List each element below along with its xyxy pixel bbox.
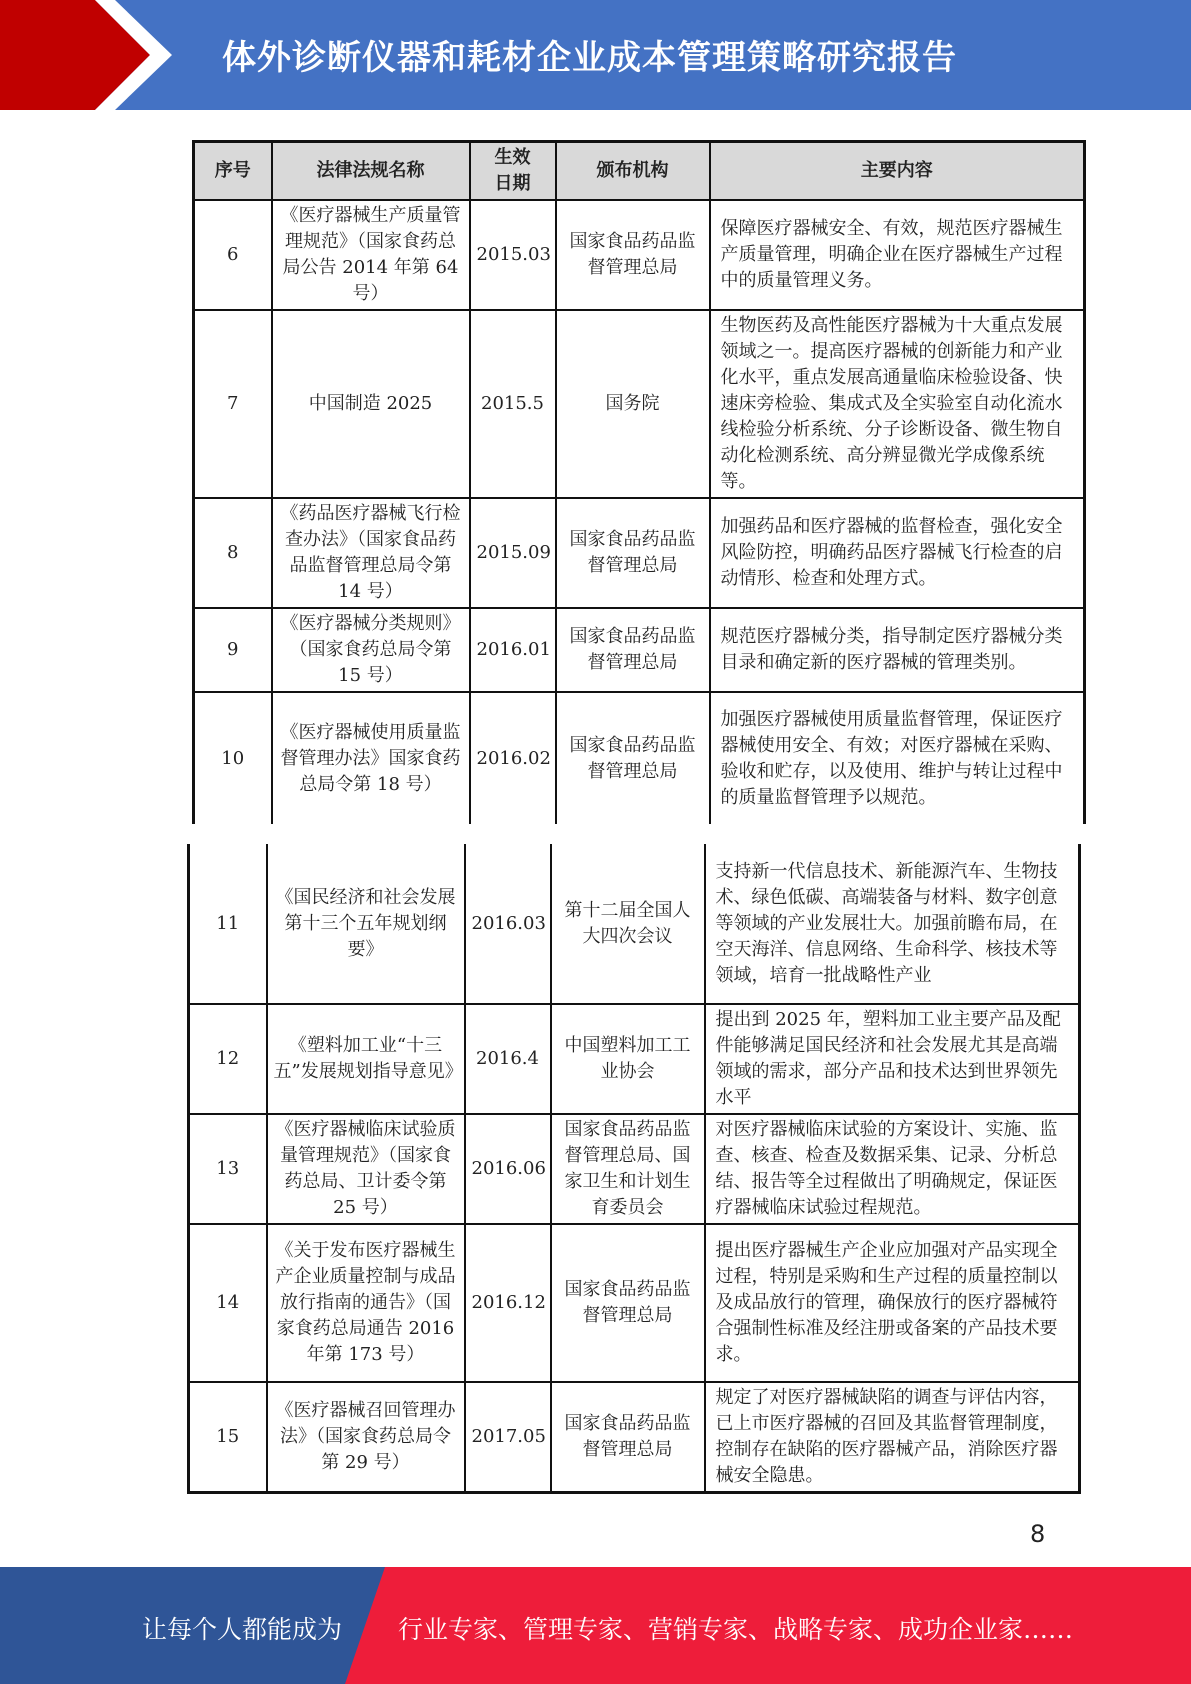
table-row	[194, 498, 1085, 608]
row-date: 2016.02	[470, 692, 556, 824]
table-row	[194, 310, 1085, 498]
row-name: 《医疗器械临床试验质量管理规范》（国家食药总局、卫计委令第 25 号）	[267, 1114, 465, 1224]
row-agency: 国务院	[556, 310, 710, 498]
table-row	[189, 1004, 1080, 1114]
footer-slogan-right: 行业专家、管理专家、营销专家、战略专家、成功企业家……	[398, 1615, 1074, 1644]
row-name: 《药品医疗器械飞行检查办法》（国家食品药品监督管理总局令第 14 号）	[272, 498, 470, 608]
row-content: 加强药品和医疗器械的监督检查，强化安全风险防控，明确药品医疗器械飞行检查的启动情形、检查和处理方式。	[710, 498, 1085, 608]
row-name: 《塑料加工业“十三五”发展规划指导意见》	[267, 1004, 465, 1114]
row-agency: 国家食品药品监督管理总局、国家卫生和计划生育委员会	[551, 1114, 705, 1224]
row-date: 2017.05	[465, 1382, 551, 1493]
column-header-no: 序号	[194, 142, 272, 201]
row-content: 生物医药及高性能医疗器械为十大重点发展领域之一。提高医疗器械的创新能力和产业化水平，重点发展高通量临床检验设备、快速床旁检验、集成式及全实验室自动化流水线检验分析系统、分子诊断设备、微生物自动化检测系统、高分辨显微光学成像系统等。	[710, 310, 1085, 498]
row-no: 6	[194, 200, 272, 310]
row-content: 提出到 2025 年，塑料加工业主要产品及配件能够满足国民经济和社会发展尤其是高端领域的需求，部分产品和技术达到世界领先水平	[705, 1004, 1080, 1114]
row-date: 2015.09	[470, 498, 556, 608]
row-date: 2015.03	[470, 200, 556, 310]
table-row	[189, 1114, 1080, 1224]
row-name: 中国制造 2025	[272, 310, 470, 498]
table-row	[194, 692, 1085, 824]
page-header	[0, 0, 1191, 110]
row-agency: 国家食品药品监督管理总局	[556, 692, 710, 824]
row-no: 14	[189, 1224, 267, 1382]
row-no: 9	[194, 608, 272, 692]
column-header-name: 法律法规名称	[272, 142, 470, 201]
row-agency: 国家食品药品监督管理总局	[556, 608, 710, 692]
row-content: 提出医疗器械生产企业应加强对产品实现全过程，特别是采购和生产过程的质量控制以及成品放行的管理，确保放行的医疗器械符合强制性标准及经注册或备案的产品技术要求。	[705, 1224, 1080, 1382]
footer-slogan-left: 让每个人都能成为	[142, 1615, 343, 1644]
row-no: 11	[189, 844, 267, 1004]
row-agency: 第十二届全国人大四次会议	[551, 844, 705, 1004]
row-agency: 国家食品药品监督管理总局	[551, 1224, 705, 1382]
row-name: 《医疗器械分类规则》（国家食药总局令第 15 号）	[272, 608, 470, 692]
page-footer	[0, 1567, 1191, 1684]
row-name: 《关于发布医疗器械生产企业质量控制与成品放行指南的通告》（国家食药总局通告 2016 年第 173 号）	[267, 1224, 465, 1382]
report-title: 体外诊断仪器和耗材企业成本管理策略研究报告	[222, 38, 957, 78]
row-date: 2016.06	[465, 1114, 551, 1224]
row-agency: 国家食品药品监督管理总局	[551, 1382, 705, 1493]
row-content: 规定了对医疗器械缺陷的调查与评估内容，已上市医疗器械的召回及其监督管理制度，控制存在缺陷的医疗器械产品，消除医疗器械安全隐患。	[705, 1382, 1080, 1493]
column-header-content: 主要内容	[710, 142, 1085, 201]
table-row	[194, 200, 1085, 310]
row-no: 15	[189, 1382, 267, 1493]
column-header-date	[470, 142, 556, 201]
row-date: 2016.03	[465, 844, 551, 1004]
row-date: 2015.5	[470, 310, 556, 498]
row-no: 10	[194, 692, 272, 824]
row-no: 12	[189, 1004, 267, 1114]
table-header-row	[194, 142, 1085, 201]
row-no: 13	[189, 1114, 267, 1224]
table-row	[189, 1224, 1080, 1382]
row-no: 8	[194, 498, 272, 608]
row-date: 2016.01	[470, 608, 556, 692]
row-content: 支持新一代信息技术、新能源汽车、生物技术、绿色低碳、高端装备与材料、数字创意等领域的产业发展壮大。加强前瞻布局，在空天海洋、信息网络、生命科学、核技术等领域，培育一批战略性产业	[705, 844, 1080, 1004]
row-no: 7	[194, 310, 272, 498]
row-name: 《医疗器械生产质量管理规范》（国家食药总局公告 2014 年第 64 号）	[272, 200, 470, 310]
row-content: 保障医疗器械安全、有效，规范医疗器械生产质量管理，明确企业在医疗器械生产过程中的质量管理义务。	[710, 200, 1085, 310]
regulations-table-part-1	[192, 140, 1086, 824]
row-agency: 国家食品药品监督管理总局	[556, 200, 710, 310]
page-number: 8	[1030, 1520, 1046, 1548]
row-name: 《国民经济和社会发展第十三个五年规划纲要》	[267, 844, 465, 1004]
row-name: 《医疗器械召回管理办法》（国家食药总局令第 29 号）	[267, 1382, 465, 1493]
row-name: 《医疗器械使用质量监督管理办法》国家食药总局令第 18 号）	[272, 692, 470, 824]
table-row	[189, 844, 1080, 1004]
row-agency: 国家食品药品监督管理总局	[556, 498, 710, 608]
table-row	[194, 608, 1085, 692]
date-header-line-1: 生效	[494, 147, 531, 168]
table-row	[189, 1382, 1080, 1493]
row-content: 规范医疗器械分类，指导制定医疗器械分类目录和确定新的医疗器械的管理类别。	[710, 608, 1085, 692]
row-content: 加强医疗器械使用质量监督管理，保证医疗器械使用安全、有效；对医疗器械在采购、验收和贮存，以及使用、维护与转让过程中的质量监督管理予以规范。	[710, 692, 1085, 824]
date-header-line-2: 日期	[494, 173, 531, 194]
row-agency: 中国塑料加工工业协会	[551, 1004, 705, 1114]
row-content: 对医疗器械临床试验的方案设计、实施、监查、核查、检查及数据采集、记录、分析总结、报告等全过程做出了明确规定，保证医疗器械临床试验过程规范。	[705, 1114, 1080, 1224]
column-header-agency: 颁布机构	[556, 142, 710, 201]
regulations-table-part-2	[187, 844, 1081, 1494]
row-date: 2016.4	[465, 1004, 551, 1114]
row-date: 2016.12	[465, 1224, 551, 1382]
